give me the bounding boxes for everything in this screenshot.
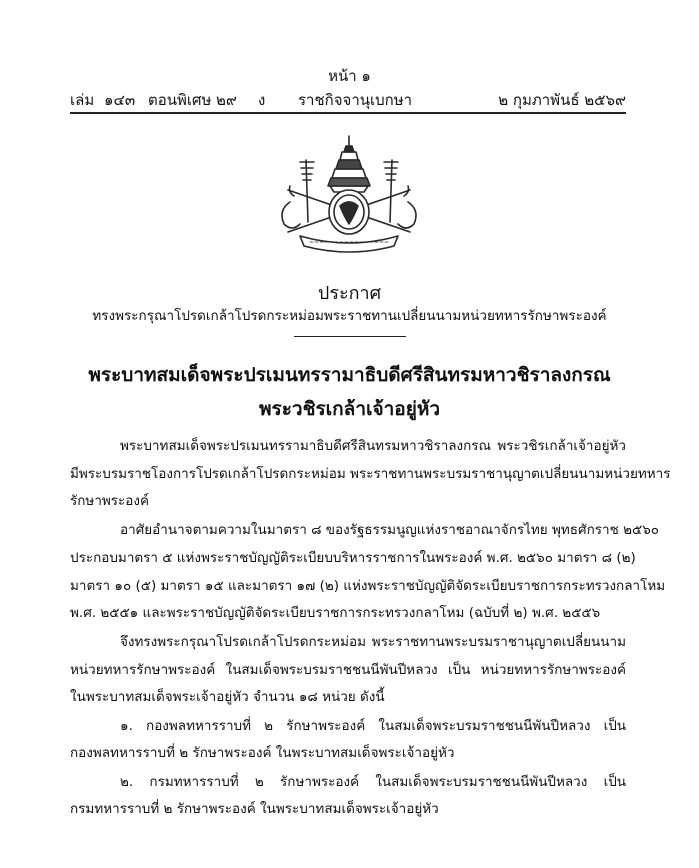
paragraph-3-line-2: หน่วยทหารรักษาพระองค์ ในสมเด็จพระบรมราชชนนีพันปีหลวง เป็น หน่วยทหารรักษาพระองค์ bbox=[70, 662, 626, 678]
section-label: ตอนพิเศษ bbox=[148, 91, 212, 109]
royal-cypher-emblem bbox=[270, 132, 428, 258]
publication-date: ๒ กุมภาพันธ์ ๒๕๖๙ bbox=[498, 91, 626, 109]
section-letter: ง bbox=[258, 91, 266, 109]
king-name-line-1: พระบาทสมเด็จพระปรเมนทรรามาธิบดีศรีสินทรมหาวชิราลงกรณ bbox=[88, 364, 611, 386]
paragraph-2-line-1: อาศัยอำนาจตามความในมาตรา ๘ ของรัฐธรรมนูญแห่งราชอาณาจักรไทย พุทธศักราช ๒๕๖๐ bbox=[120, 522, 660, 538]
list-item-2-line-2: กรมทหารราบที่ ๒ รักษาพระองค์ ในพระบาทสมเด็จพระเจ้าอยู่หัว bbox=[70, 801, 439, 817]
paragraph-1-line-1: พระบาทสมเด็จพระปรเมนทรรามาธิบดีศรีสินทรมหาวชิราลงกรณ พระวชิรเกล้าเจ้าอยู่หัว bbox=[120, 438, 626, 454]
list-item-1-line-2: กองพลทหารราบที่ ๒ รักษาพระองค์ ในพระบาทสมเด็จพระเจ้าอยู่หัว bbox=[70, 745, 455, 761]
paragraph-1-line-3: รักษาพระองค์ bbox=[70, 493, 150, 509]
title-divider bbox=[294, 336, 406, 337]
paragraph-2-line-3: มาตรา ๑๐ (๕) มาตรา ๑๕ และมาตรา ๑๗ (๒) แห่งพระราชบัญญัติจัดระเบียบราชการกระทรวงกลาโหม bbox=[70, 578, 666, 594]
announcement-subtitle: ทรงพระกรุณาโปรดเกล้าโปรดกระหม่อมพระราชทานเปลี่ยนนามหน่วยทหารรักษาพระองค์ bbox=[92, 308, 607, 324]
list-item-1-line-1: ๑. กองพลทหารราบที่ ๒ รักษาพระองค์ ในสมเด็จพระบรมราชชนนีพันปีหลวง เป็น bbox=[120, 718, 626, 734]
list-item-2-line-1: ๒. กรมทหารราบที่ ๒ รักษาพระองค์ ในสมเด็จพระบรมราชชนนีพันปีหลวง เป็น bbox=[120, 774, 626, 790]
page-number: หน้า ๑ bbox=[328, 67, 371, 85]
paragraph-2-line-4: พ.ศ. ๒๕๕๑ และพระราชบัญญัติจัดระเบียบราชการกระทรวงกลาโหม (ฉบับที่ ๒) พ.ศ. ๒๕๕๖ bbox=[70, 605, 601, 621]
volume-label: เล่ม bbox=[70, 91, 95, 109]
paragraph-3-line-3: ในพระบาทสมเด็จพระเจ้าอยู่หัว จำนวน ๑๘ หน่วย ดังนี้ bbox=[70, 689, 385, 705]
section-number: ๒๙ bbox=[216, 91, 237, 109]
announcement-title: ประกาศ bbox=[317, 283, 382, 304]
paragraph-3-line-1: จึงทรงพระกรุณาโปรดเกล้าโปรดกระหม่อม พระราชทานพระบรมราชานุญาตเปลี่ยนนาม bbox=[120, 634, 626, 650]
king-name-line-2: พระวชิรเกล้าเจ้าอยู่หัว bbox=[258, 398, 441, 420]
paragraph-1-line-2: มีพระบรมราชโองการโปรดเกล้าโปรดกระหม่อม พระราชทานพระบรมราชานุญาตเปลี่ยนนามหน่วยทหาร bbox=[70, 466, 671, 482]
gazette-header bbox=[70, 88, 626, 112]
gazette-name: ราชกิจจานุเบกษา bbox=[298, 91, 413, 109]
paragraph-2-line-2: ประกอบมาตรา ๕ แห่งพระราชบัญญัติระเบียบบริหารราชการในพระองค์ พ.ศ. ๒๕๖๐ มาตรา ๘ (๒) bbox=[70, 550, 636, 566]
volume-number: ๑๔๓ bbox=[104, 91, 136, 109]
header-divider bbox=[70, 112, 626, 114]
